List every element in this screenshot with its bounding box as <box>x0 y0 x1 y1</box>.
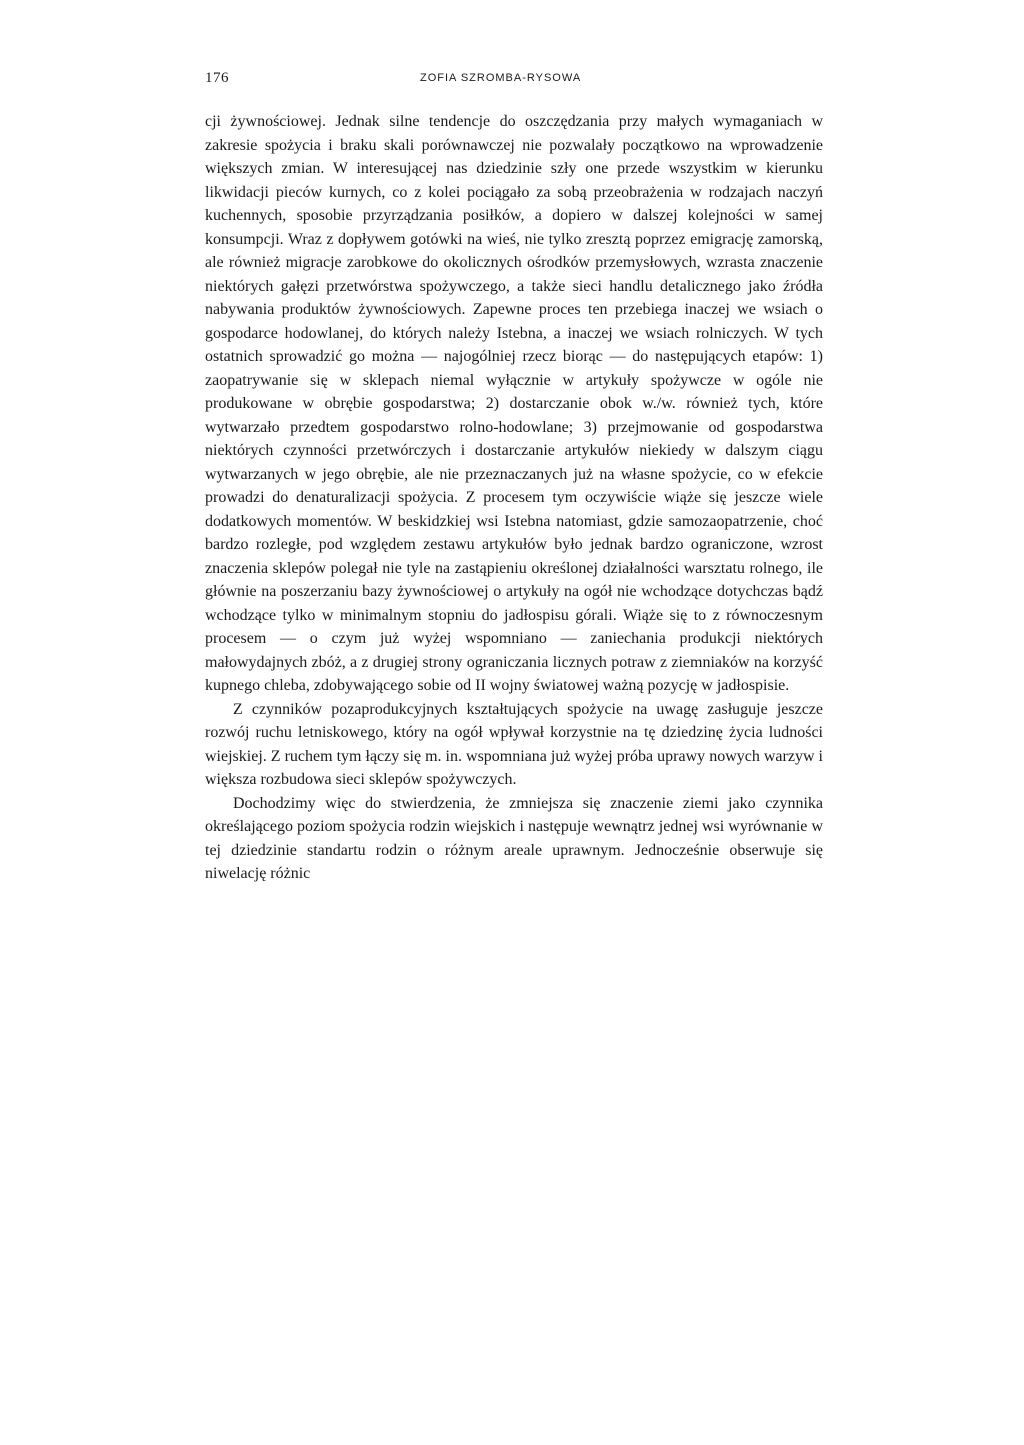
paragraph: Dochodzimy więc do stwierdzenia, że zmniejsza się znaczenie ziemi jako czynnika określającego poziom spożycia rodzin wiejskich i następuje wewnątrz jednej wsi wyrównanie w tej dziedzinie standartu rodzin o różnym areale uprawnym. Jednocześnie obserwuje się niwelację różnic <box>205 794 823 882</box>
running-head: ZOFIA SZROMBA-RYSOWA <box>420 72 582 84</box>
body-text <box>205 110 823 886</box>
paragraph: Z czynników pozaprodukcyjnych kształtujących spożycie na uwagę zasługuje jeszcze rozwój ruchu letniskowego, który na ogół wpływał korzystnie na tę dziedzinę życia ludności wiejskiej. Z ruchem tym łączy się m. in. wspomniana już wyżej próba uprawy nowych warzyw i większa rozbudowa sieci sklepów spożywczych. <box>205 700 823 788</box>
page-number: 176 <box>205 70 229 86</box>
paragraph-continuation: cji żywnościowej. Jednak silne tendencje do oszczędzania przy małych wymaganiach w zakresie spożycia i braku skali porównawczej nie pozwalały początkowo na wprowadzenie większych zmian. W interesującej nas dziedzinie szły one przede wszystkim w kierunku likwidacji pieców kurnych, co z kolei pociągało za sobą przeobrażenia w rodzajach naczyń kuchennych, sposobie przyrządzania posiłków, a dopiero w dalszej kolejności w samej konsumpcji. Wraz z dopływem gotówki na wieś, nie tylko zresztą poprzez emigrację zamorską, ale również migracje zarobkowe do okolicznych ośrodków przemysłowych, wzrasta znaczenie niektórych gałęzi przetwórstwa spożywczego, a także sieci handlu detalicznego jako źródła nabywania produktów żywnościowych. Zapewne proces ten przebiega inaczej we wsiach o gospodarce hodowlanej, do których należy Istebna, a inaczej we wsiach rolniczych. W tych ostatnich sprowadzić go można — najogólniej rzecz biorąc — do następujących etapów: 1) zaopatrywanie się w sklepach niemal wyłącznie w artykuły spożywcze w ogóle nie produkowane w obrębie gospodarstwa; 2) dostarczanie obok w./w. również tych, które wytwarzało przedtem gospodarstwo rolno-hodowlane; 3) przejmowanie od gospodarstwa niektórych czynności przetwórczych i dostarczanie artykułów niekiedy w dalszym ciągu wytwarzanych w jego obrębie, ale nie przeznaczanych już na własne spożycie, co w efekcie prowadzi do denaturalizacji spożycia. Z procesem tym oczywiście wiąże się jeszcze wiele dodatkowych momentów. W beskidzkiej wsi Istebna natomiast, gdzie samozaopatrzenie, choć bardzo rozległe, pod względem zestawu artykułów było jednak bardzo ograniczone, wzrost znaczenia sklepów polegał nie tyle na zastąpieniu określonej działalności warsztatu rolnego, ile głównie na poszerzaniu bazy żywnościowej o artykuły na ogół nie wchodzące dotychczas bądź wchodzące tylko w minimalnym stopniu do jadłospisu górali. Wiąże się to z równoczesnym procesem — o czym już wyżej wspomniano — zaniechania produkcji niektórych małowydajnych zbóż, a z drugiej strony ograniczania licznych potraw z ziemniaków na korzyść kupnego chleba, zdobywającego sobie od II wojny światowej ważną pozycję w jadłospisie. <box>205 113 823 694</box>
page-header <box>205 70 823 92</box>
